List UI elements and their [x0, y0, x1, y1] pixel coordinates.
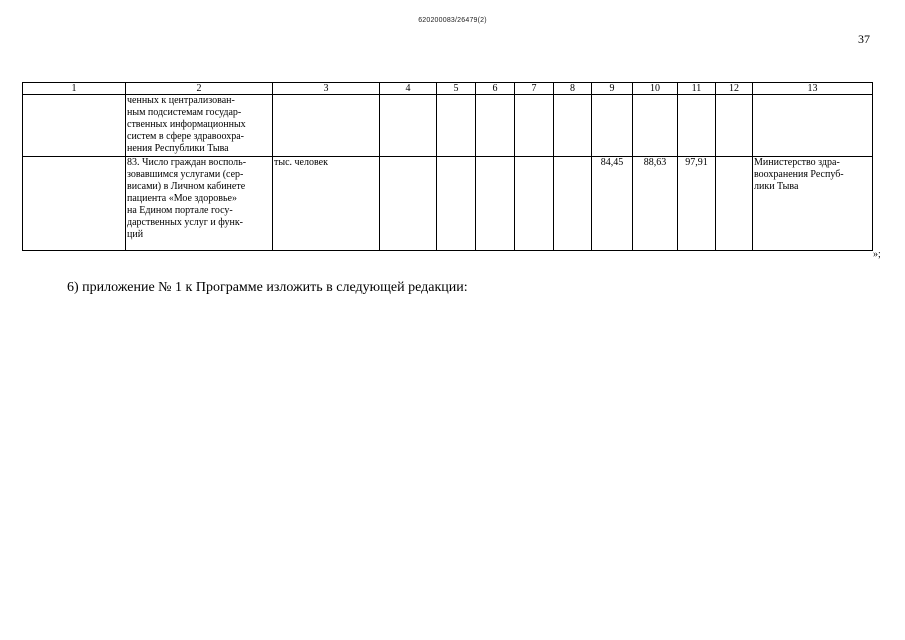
text-line: Министерство здра- [754, 157, 840, 168]
column-number: 5 [437, 83, 476, 95]
indicators-table [22, 82, 873, 251]
table-row [23, 95, 873, 157]
column-number: 4 [380, 83, 437, 95]
text-line: зовавшимся услугами (сер- [127, 169, 244, 180]
table-cell [554, 95, 592, 157]
text-line: систем в сфере здравоохра- [127, 131, 244, 142]
value-cell [678, 95, 716, 157]
text-line: ций [127, 229, 144, 240]
table-cell [515, 95, 554, 157]
table-cell [380, 95, 437, 157]
text-line: пациента «Мое здоровье» [127, 193, 237, 204]
indicator-name-cell [126, 95, 273, 157]
closing-quote-mark: »; [873, 249, 881, 260]
column-number: 10 [633, 83, 678, 95]
table-cell [380, 157, 437, 251]
table-cell [554, 157, 592, 251]
unit-cell [273, 95, 380, 157]
text-line: висами) в Личном кабинете [127, 181, 246, 192]
unit-cell: тыс. человек [273, 157, 380, 251]
value-cell [633, 95, 678, 157]
value-cell [592, 95, 633, 157]
column-number: 11 [678, 83, 716, 95]
table-cell [716, 95, 753, 157]
text-line: ственных информационных [127, 119, 246, 130]
column-number: 1 [23, 83, 126, 95]
text-line: нения Республики Тыва [127, 143, 229, 154]
value-cell: 97,91 [678, 157, 716, 251]
responsible-cell [753, 157, 873, 251]
value-cell: 84,45 [592, 157, 633, 251]
column-number: 2 [126, 83, 273, 95]
page-number: 37 [858, 32, 870, 46]
column-number: 3 [273, 83, 380, 95]
responsible-cell [753, 95, 873, 157]
table-cell [23, 157, 126, 251]
column-number: 6 [476, 83, 515, 95]
indicator-name-cell [126, 157, 273, 251]
value-cell: 88,63 [633, 157, 678, 251]
document-code: 620200083/26479(2) [418, 17, 487, 24]
column-number: 7 [515, 83, 554, 95]
column-number: 13 [753, 83, 873, 95]
text-line: ченных к централизован- [127, 95, 235, 106]
column-number: 9 [592, 83, 633, 95]
table-cell [716, 157, 753, 251]
text-line: ным подсистемам государ- [127, 107, 242, 118]
text-line: 83. Число граждан восполь- [127, 157, 247, 168]
table-cell [23, 95, 126, 157]
body-paragraph: 6) приложение № 1 к Программе изложить в следующей редакции: [67, 280, 468, 295]
text-line: дарственных услуг и функ- [127, 217, 244, 228]
table-cell [476, 157, 515, 251]
column-number: 12 [716, 83, 753, 95]
table-cell [476, 95, 515, 157]
column-number-row [23, 83, 873, 95]
text-line: воохранения Респуб- [754, 169, 844, 180]
column-number: 8 [554, 83, 592, 95]
text-line: лики Тыва [754, 181, 799, 192]
table-row [23, 157, 873, 251]
table-cell [437, 157, 476, 251]
table-cell [437, 95, 476, 157]
table-cell [515, 157, 554, 251]
text-line: на Едином портале госу- [127, 205, 233, 216]
